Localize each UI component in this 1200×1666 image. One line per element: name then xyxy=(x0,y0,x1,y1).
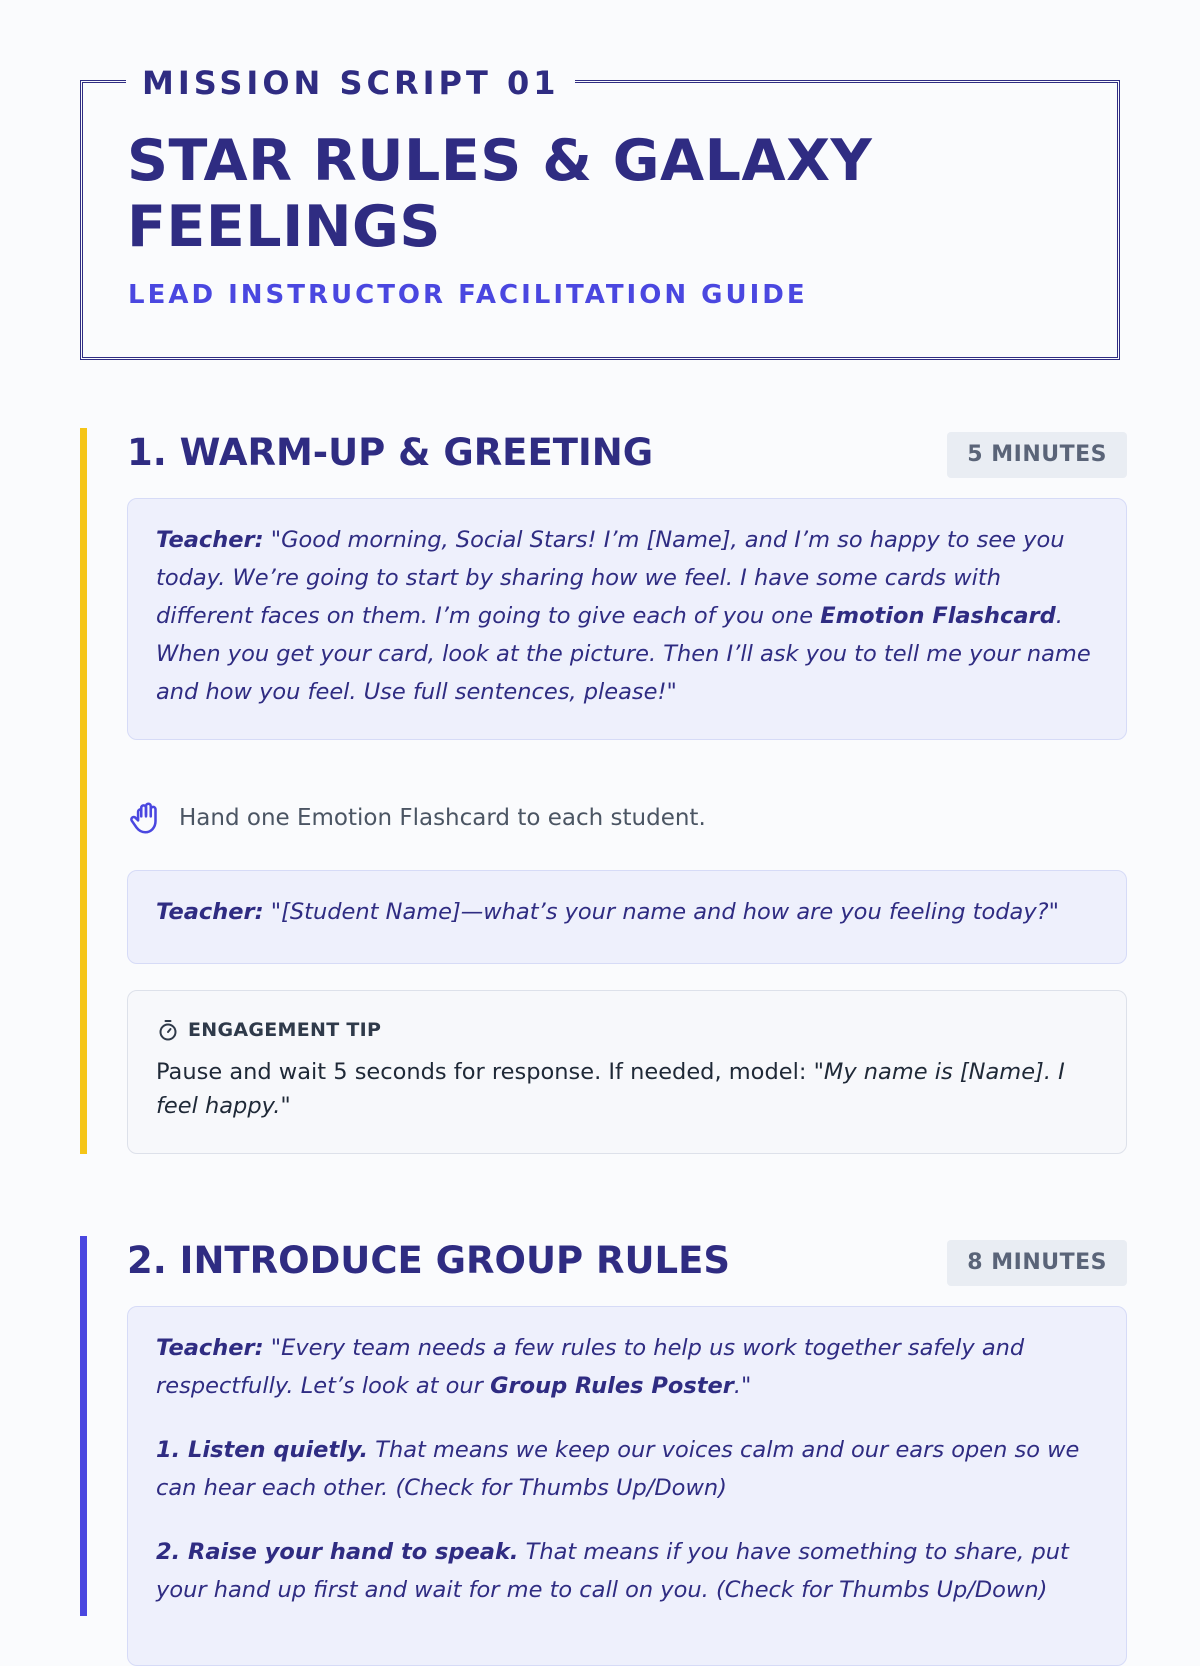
speaker-label: Teacher: xyxy=(156,527,264,553)
script-emphasis: Emotion Flashcard xyxy=(820,603,1056,629)
page-title: STAR RULES & GALAXY FEELINGS xyxy=(127,128,873,260)
timer-icon xyxy=(156,1018,180,1042)
rule-label: 1. Listen quietly. xyxy=(156,1437,369,1463)
script-text: "Good morning, Social Stars! I’m [Name], and I’m so happy to see you today. We’re going to start by sharing how we feel. I have some cards with different faces on them. I’m going to give each of you one xyxy=(156,527,1065,629)
teacher-script xyxy=(127,870,1127,964)
rule-item xyxy=(156,1431,1098,1507)
script-text: "Every team needs a few rules to help us work together safely and respectfully. Let’s look at our xyxy=(156,1335,1025,1399)
script-paragraph xyxy=(156,1329,1098,1405)
rule-text: That means we keep our voices calm and our ears open so we can hear each other. (Check for Thumbs Up/Down) xyxy=(156,1437,1080,1501)
action-text: Hand one Emotion Flashcard to each student. xyxy=(179,805,706,831)
teacher-script xyxy=(127,498,1127,740)
tip-quote: "My name is [Name]. I feel happy." xyxy=(156,1059,1065,1119)
hand-icon xyxy=(127,799,165,837)
script-text: ." xyxy=(733,1373,752,1399)
section-header xyxy=(127,1236,1127,1286)
script-paragraph xyxy=(156,893,1098,931)
page-subtitle: LEAD INSTRUCTOR FACILITATION GUIDE xyxy=(128,280,808,310)
section-title: 2. INTRODUCE GROUP RULES xyxy=(127,1239,731,1282)
engagement-tip xyxy=(127,990,1127,1154)
script-paragraph xyxy=(156,521,1098,711)
section-warm-up xyxy=(80,428,1127,1154)
section-group-rules xyxy=(80,1236,1127,1616)
section-title: 1. WARM-UP & GREETING xyxy=(127,431,654,474)
script-text: . When you get your card, look at the picture. Then I’ll ask you to tell me your name and how you feel. Use full sentences, please!" xyxy=(156,603,1091,705)
tip-header xyxy=(156,1015,1098,1045)
rule-text: That means if you have something to share, put your hand up first and wait for me to call on you. (Check for Thumbs Up/Down) xyxy=(156,1539,1069,1603)
action-instruction xyxy=(127,798,706,838)
tip-label: ENGAGEMENT TIP xyxy=(188,1019,382,1041)
speaker-label: Teacher: xyxy=(156,1335,264,1361)
duration-badge: 5 MINUTES xyxy=(947,432,1127,478)
section-header xyxy=(127,428,1127,478)
script-emphasis: Group Rules Poster xyxy=(490,1373,734,1399)
mission-label: MISSION SCRIPT 01 xyxy=(126,62,575,104)
teacher-script xyxy=(127,1306,1127,1666)
tip-body-text: Pause and wait 5 seconds for response. If needed, model: xyxy=(156,1059,814,1085)
rule-label: 2. Raise your hand to speak. xyxy=(156,1539,519,1565)
tip-text xyxy=(156,1055,1098,1123)
rule-item xyxy=(156,1533,1098,1609)
duration-badge: 8 MINUTES xyxy=(947,1240,1127,1286)
speaker-label: Teacher: xyxy=(156,899,264,925)
script-text: "[Student Name]—what’s your name and how are you feeling today?" xyxy=(263,899,1059,925)
